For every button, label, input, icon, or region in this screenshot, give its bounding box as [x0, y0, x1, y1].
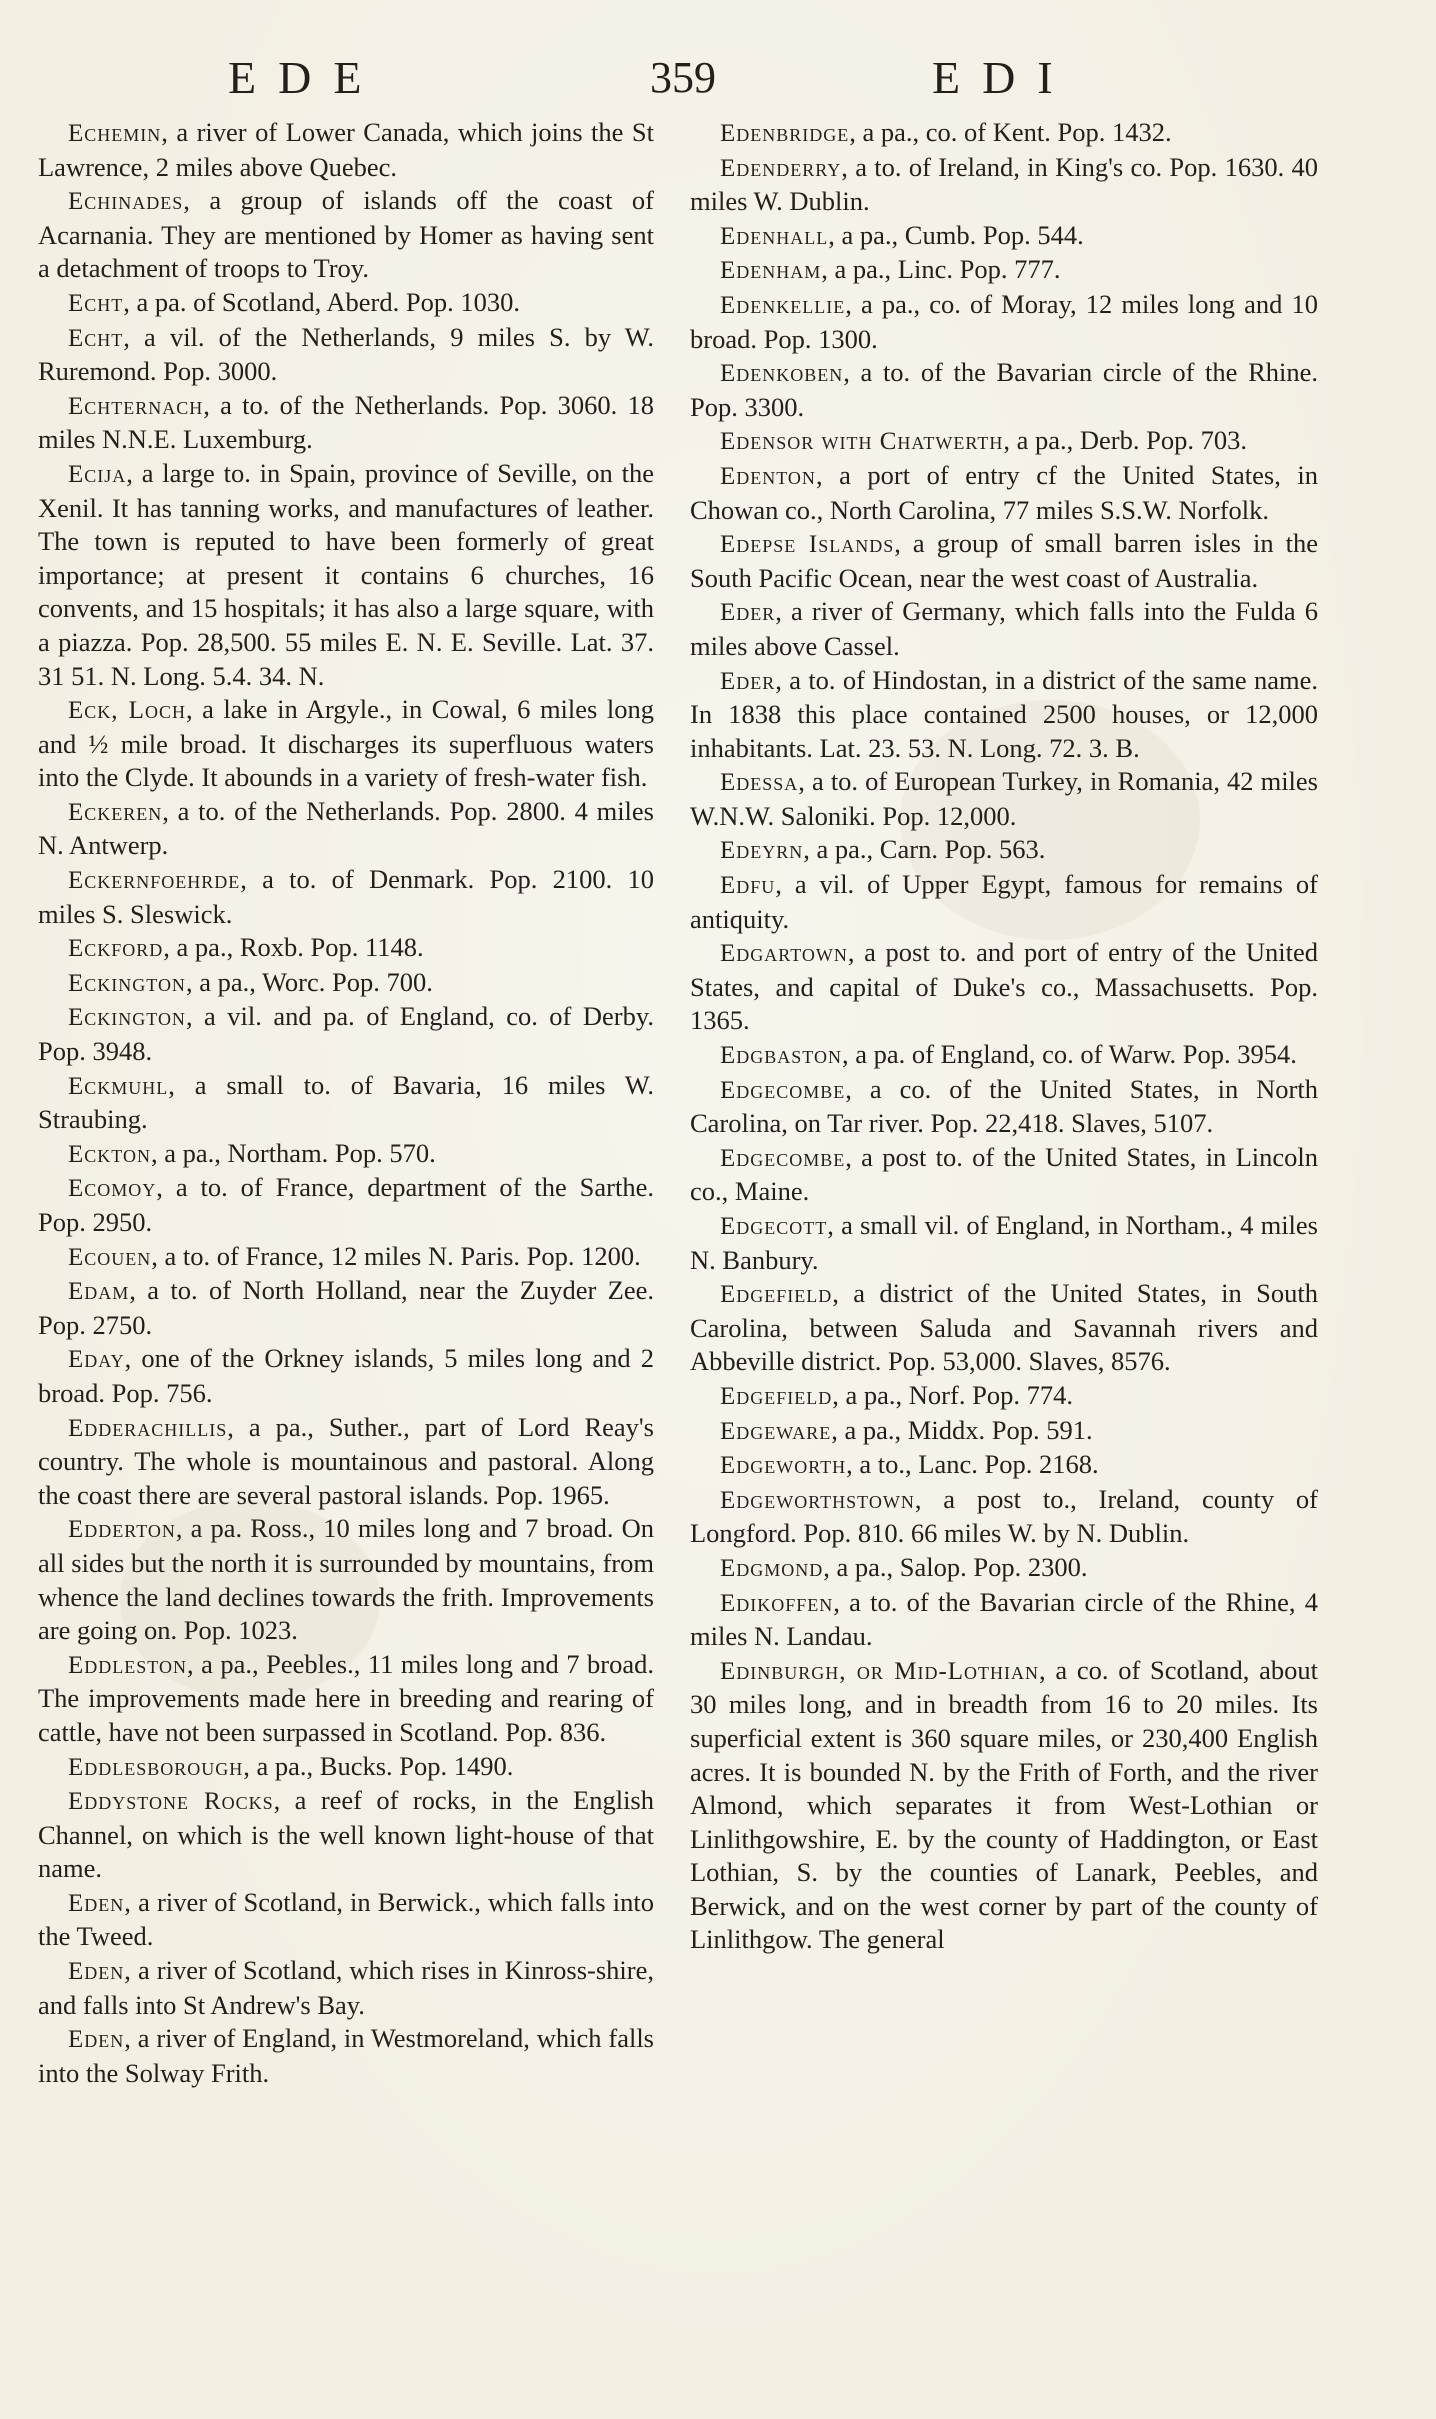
entry-headword: Edfu — [720, 872, 776, 900]
gazetteer-entry — [38, 1784, 654, 1886]
entry-text: , a pa., Roxb. Pop. 1148. — [163, 932, 424, 963]
entry-headword: Eckeren — [68, 798, 163, 826]
gazetteer-entry — [38, 1750, 654, 1785]
gazetteer-entry — [38, 1069, 654, 1137]
gazetteer-entry — [38, 693, 654, 795]
gazetteer-entry — [38, 1411, 654, 1513]
entry-text: , a river of England, in Westmoreland, which falls into the Solway Frith. — [38, 2023, 654, 2088]
entry-headword: Edensor with Chatwerth — [720, 428, 1004, 456]
entry-headword: Eddystone Rocks — [68, 1788, 274, 1816]
entry-headword: Edgbaston — [720, 1042, 842, 1070]
entry-headword: Edam — [68, 1278, 130, 1306]
entry-text: , a vil. of Upper Egypt, famous for remains of antiquity. — [690, 869, 1318, 934]
entry-text: , a to. of Denmark. Pop. 2100. 10 miles S. Sleswick. — [38, 864, 654, 929]
gazetteer-entry — [38, 1240, 654, 1275]
entry-text: , a river of Germany, which falls into the Fulda 6 miles above Cassel. — [690, 596, 1318, 661]
entry-text: , one of the Orkney islands, 5 miles long and 2 broad. Pop. 756. — [38, 1343, 654, 1408]
gazetteer-entry — [690, 1038, 1318, 1073]
gazetteer-entry — [38, 1342, 654, 1410]
entry-headword: Ecija — [68, 460, 127, 488]
entry-text: , a vil. and pa. of England, co. of Derby. Pop. 3948. — [38, 1001, 654, 1067]
gazetteer-entry — [690, 664, 1318, 766]
left-column — [38, 116, 654, 2090]
entry-text: , a post to. of the United States, in Lincoln co., Maine. — [690, 1141, 1318, 1207]
gazetteer-entry — [690, 1414, 1318, 1449]
entry-headword: Ecomoy — [68, 1175, 157, 1203]
entry-headword: Edenderry — [720, 154, 842, 182]
entry-text: , a group of islands off the coast of Acarnania. They are mentioned by Homer as having sent a detachment of troops to Troy. — [38, 185, 654, 284]
entry-headword: Edgartown — [720, 940, 848, 968]
gazetteer-entry — [38, 1274, 654, 1342]
running-head-left: EDE — [228, 52, 384, 103]
entry-text: , a pa., Norf. Pop. 774. — [832, 1379, 1073, 1410]
gazetteer-entry — [690, 1448, 1318, 1483]
gazetteer-entry — [690, 253, 1318, 288]
gazetteer-entry — [690, 1379, 1318, 1414]
entry-headword: Echt — [68, 289, 124, 317]
entry-headword: Eck, Loch — [68, 697, 186, 725]
gazetteer-entry — [690, 424, 1318, 459]
entry-text: , a port of entry cf the United States, in Chowan co., North Carolina, 77 miles S.S.W. Norfolk. — [690, 459, 1318, 525]
entry-headword: Edenton — [720, 462, 816, 490]
entry-headword: Eckmuhl — [68, 1072, 169, 1100]
entry-headword: Edgecombe — [720, 1076, 846, 1104]
gazetteer-entry — [690, 1277, 1318, 1379]
gazetteer-entry — [38, 1954, 654, 2022]
entry-text: , a to. of the Netherlands. Pop. 2800. 4 miles N. Antwerp. — [38, 795, 654, 861]
entry-headword: Echternach — [68, 392, 204, 420]
running-head — [0, 48, 1436, 108]
gazetteer-entry — [38, 1171, 654, 1239]
entry-text: , a reef of rocks, in the English Channel, on which is the well known light-house of that name. — [38, 1785, 654, 1884]
entry-text: , a lake in Argyle., in Cowal, 6 miles long and ½ mile broad. It discharges its superfluous waters into the Clyde. It abounds in a variety of fresh-water fish. — [38, 694, 654, 793]
entry-headword: Edgefield — [720, 1382, 833, 1410]
gazetteer-entry — [38, 1000, 654, 1068]
entry-headword: Edeyrn — [720, 837, 804, 865]
entry-headword: Edinburgh, or Mid-Lothian — [720, 1657, 1040, 1685]
running-head-right: EDI — [932, 52, 1075, 103]
entry-headword: Edikoffen — [720, 1589, 834, 1617]
entry-text: , a post to. and port of entry of the United States, and capital of Duke's co., Massachusetts. Pop. 1365. — [690, 937, 1318, 1036]
gazetteer-entry — [690, 151, 1318, 219]
entry-text: , a to. of the Bavarian circle of the Rhine, 4 miles N. Landau. — [690, 1586, 1318, 1652]
gazetteer-entry — [38, 931, 654, 966]
entry-headword: Edgecombe — [720, 1144, 846, 1172]
entry-text: , a pa., Worc. Pop. 700. — [185, 966, 433, 997]
entry-text: , a to. of Ireland, in King's co. Pop. 1630. 40 miles W. Dublin. — [690, 151, 1318, 217]
entry-text: , a pa., co. of Moray, 12 miles long and 10 broad. Pop. 1300. — [690, 288, 1318, 354]
gazetteer-entry — [38, 1886, 654, 1954]
gazetteer-entry — [38, 389, 654, 457]
entry-headword: Edderton — [68, 1516, 176, 1544]
entry-text: , a to. of France, department of the Sarthe. Pop. 2950. — [38, 1172, 654, 1237]
entry-headword: Edgecott — [720, 1213, 828, 1240]
entry-headword: Ecouen — [68, 1243, 152, 1271]
entry-text: , a co. of Scotland, about 30 miles long, and in breadth from 16 to 20 miles. Its superficial extent is 360 square miles, or 230,400 English acres. It is bounded N. by the Frith of Forth, and the river Almond, which separates it from West-Lothian or Linlithgowshire, E. by the county of Haddington, or East Lothian, S. by the counties of Lanark, Peebles, and Berwick, and on the west corner by part of the county of Linlithgow. The general — [690, 1654, 1318, 1955]
entry-headword: Echemin — [68, 120, 162, 147]
entry-text: , a to. of Hindostan, in a district of the same name. In 1838 this place contained 2500 houses, or 12,000 inhabitants. Lat. 23. 53. N. Long. 72. 3. B. — [690, 664, 1318, 763]
gazetteer-entry — [690, 288, 1318, 356]
entry-text: , a small to. of Bavaria, 16 miles W. Straubing. — [38, 1069, 654, 1135]
gazetteer-entry — [38, 1512, 654, 1647]
entry-headword: Eckford — [68, 935, 164, 963]
gazetteer-entry — [690, 833, 1318, 868]
entry-headword: Eder — [720, 667, 776, 695]
entry-text: , a river of Scotland, in Berwick., which falls into the Tweed. — [38, 1886, 654, 1952]
entry-text: , a group of small barren isles in the South Pacific Ocean, near the west coast of Australia. — [690, 528, 1318, 593]
entry-text: , a pa., Middx. Pop. 591. — [831, 1414, 1093, 1445]
entry-headword: Eckington — [68, 969, 186, 997]
entry-text: , a vil. of the Netherlands, 9 miles S. by W. Ruremond. Pop. 3000. — [38, 321, 654, 387]
entry-text: , a pa., Suther., part of Lord Reay's country. The whole is mountainous and pastoral. Along the coast there are several pastoral islands. Pop. 1965. — [38, 1411, 654, 1510]
entry-text: , a to. of the Bavarian circle of the Rhine. Pop. 3300. — [690, 357, 1318, 422]
gazetteer-entry — [38, 966, 654, 1001]
gazetteer-entry — [690, 459, 1318, 527]
gazetteer-entry — [690, 527, 1318, 595]
right-column — [690, 116, 1318, 1957]
entry-headword: Eddleston — [68, 1651, 187, 1679]
entry-text: , a post to., Ireland, county of Longford. Pop. 810. 66 miles W. by N. Dublin. — [690, 1483, 1318, 1549]
gazetteer-entry — [38, 863, 654, 931]
entry-text: , a river of Lower Canada, which joins the St Lawrence, 2 miles above Quebec. — [38, 117, 654, 182]
entry-text: , a to., Lanc. Pop. 2168. — [846, 1449, 1099, 1480]
entry-text: , a pa., Salop. Pop. 2300. — [823, 1551, 1088, 1582]
gazetteer-entry — [690, 116, 1318, 151]
gazetteer-entry — [690, 936, 1318, 1038]
entry-headword: Eddlesborough — [68, 1753, 244, 1781]
gazetteer-entry — [38, 457, 654, 693]
gazetteer-entry — [38, 286, 654, 321]
entry-text: , a pa. of Scotland, Aberd. Pop. 1030. — [123, 286, 520, 317]
entry-headword: Edenhall — [720, 222, 829, 250]
entry-headword: Eden — [68, 2026, 125, 2054]
gazetteer-entry — [690, 765, 1318, 833]
entry-headword: Eden — [68, 1889, 125, 1917]
entry-headword: Echt — [68, 324, 124, 352]
page-number: 359 — [650, 53, 716, 102]
entry-headword: Edgeworthstown — [720, 1486, 915, 1514]
entry-text: , a district of the United States, in South Carolina, between Saluda and Savannah rivers and Abbeville district. Pop. 53,000. Slaves, 8576. — [690, 1278, 1318, 1377]
entry-headword: Eder — [720, 599, 776, 627]
gazetteer-entry — [690, 1586, 1318, 1654]
entry-headword: Edgeworth — [720, 1452, 847, 1480]
entry-headword: Edenkellie — [720, 291, 846, 319]
entry-headword: Eckton — [68, 1140, 151, 1168]
entry-text: , a pa., co. of Kent. Pop. 1432. — [849, 117, 1172, 147]
entry-headword: Edepse Islands — [720, 531, 895, 559]
entry-headword: Edenkoben — [720, 360, 844, 388]
entry-text: , a pa., Bucks. Pop. 1490. — [243, 1750, 514, 1781]
gazetteer-entry — [38, 795, 654, 863]
entry-headword: Eckernfoehrde — [68, 867, 241, 895]
gazetteer-entry — [690, 1073, 1318, 1141]
gazetteer-entry — [690, 1141, 1318, 1209]
entry-text: , a pa., Linc. Pop. 777. — [821, 254, 1061, 285]
entry-headword: Echinades — [68, 188, 184, 216]
gazetteer-entry — [690, 1654, 1318, 1957]
gazetteer-entry — [38, 1137, 654, 1172]
entry-headword: Eckington — [68, 1004, 186, 1032]
entry-text: , a to. of France, 12 miles N. Paris. Pop. 1200. — [151, 1240, 641, 1271]
entry-text: , a pa., Northam. Pop. 570. — [150, 1137, 436, 1168]
gazetteer-entry — [690, 1483, 1318, 1551]
entry-text: , a to. of North Holland, near the Zuyder Zee. Pop. 2750. — [38, 1275, 654, 1340]
gazetteer-entry — [38, 1648, 654, 1750]
entry-headword: Edderachillis — [68, 1414, 228, 1442]
entry-headword: Edessa — [720, 769, 799, 797]
entry-text: , a to. of the Netherlands. Pop. 3060. 18 miles N.N.E. Luxemburg. — [38, 389, 654, 455]
gazetteer-entry — [38, 2022, 654, 2090]
entry-headword: Edenbridge — [720, 120, 850, 147]
gazetteer-entry — [690, 1551, 1318, 1586]
entry-text: , a river of Scotland, which rises in Kinross-shire, and falls into St Andrew's Bay. — [38, 1955, 654, 2020]
entry-headword: Eday — [68, 1346, 125, 1374]
entry-text: , a pa., Peebles., 11 miles long and 7 broad. The improvements made here in breeding and rearing of cattle, have not been surpassed in Scotland. Pop. 836. — [38, 1648, 654, 1747]
gazetteer-entry — [38, 184, 654, 286]
entry-text: , a pa., Carn. Pop. 563. — [803, 834, 1046, 865]
gazetteer-entry — [38, 321, 654, 389]
entry-headword: Edgefield — [720, 1281, 833, 1309]
entry-text: , a small vil. of England, in Northam., 4 miles N. Banbury. — [690, 1210, 1318, 1275]
entry-text: , a pa., Derb. Pop. 703. — [1003, 425, 1247, 456]
entry-headword: Edenham — [720, 257, 822, 285]
entry-text: , a pa., Cumb. Pop. 544. — [828, 219, 1084, 250]
entry-headword: Edgeware — [720, 1417, 832, 1445]
gazetteer-entry — [690, 1209, 1318, 1277]
entry-headword: Edgmond — [720, 1554, 824, 1582]
gazetteer-entry — [690, 219, 1318, 254]
entry-text: , a pa. of England, co. of Warw. Pop. 3954. — [841, 1039, 1297, 1070]
entry-headword: Eden — [68, 1958, 125, 1986]
gazetteer-entry — [690, 595, 1318, 663]
entry-text: , a large to. in Spain, province of Seville, on the Xenil. It has tanning works, and manufactures of leather. The town is reputed to have been formerly of great importance; at present it contains 6 churches, 16 convents, and 15 hospitals; it has also a large square, with a piazza. Pop. 28,500. 55 miles E. N. E. Seville. Lat. 37. 31 51. N. Long. 5.4. 34. N. — [38, 457, 654, 691]
gazetteer-entry — [38, 116, 654, 184]
entry-text: , a pa. Ross., 10 miles long and 7 broad. On all sides but the north it is surrounded by mountains, from whence the land declines towards the frith. Improvements are going on. Pop. 1023. — [38, 1513, 654, 1646]
entry-text: , a to. of European Turkey, in Romania, 42 miles W.N.W. Saloniki. Pop. 12,000. — [690, 766, 1318, 831]
entry-text: , a co. of the United States, in North Carolina, on Tar river. Pop. 22,418. Slaves, 5107. — [690, 1073, 1318, 1139]
gazetteer-entry — [690, 356, 1318, 424]
gazetteer-entry — [690, 868, 1318, 936]
